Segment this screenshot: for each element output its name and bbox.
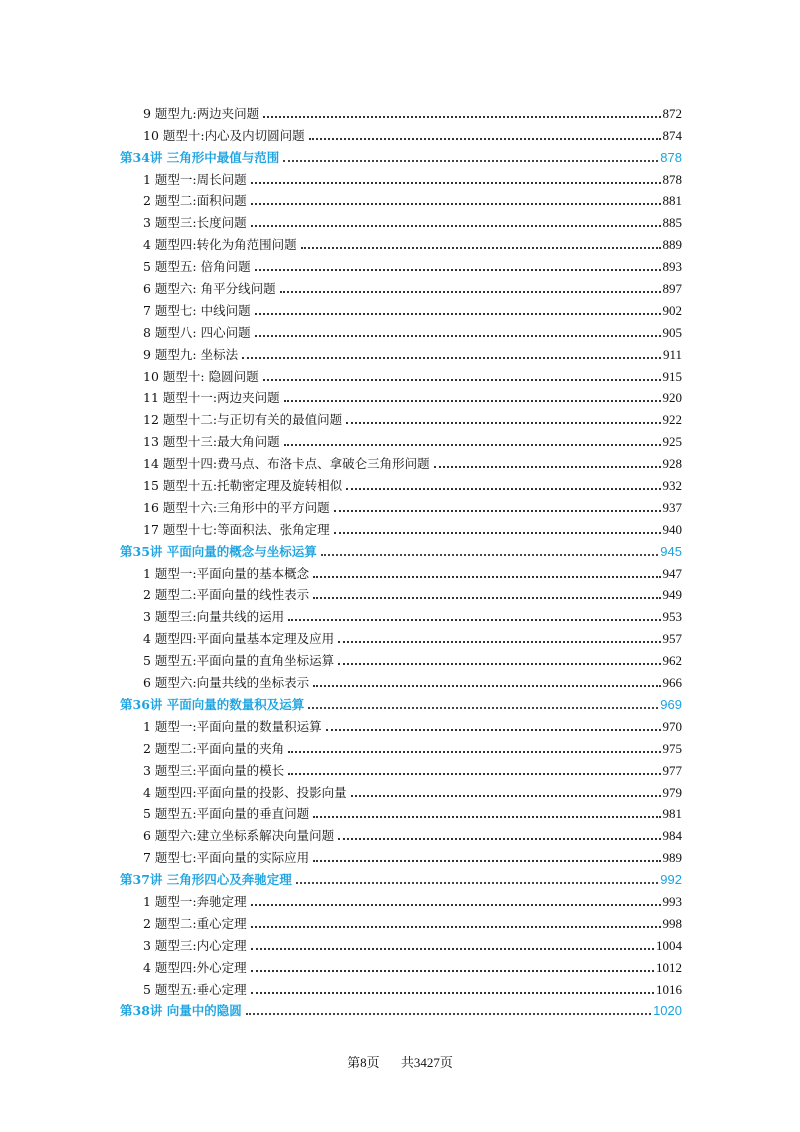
toc-entry[interactable] (120, 560, 682, 582)
dot-leader (288, 619, 660, 621)
toc-entry-page-number: 1012 (656, 959, 682, 975)
toc-entry[interactable] (120, 582, 682, 604)
dot-leader (251, 926, 661, 928)
toc-entry[interactable] (120, 385, 682, 407)
toc-entry[interactable] (120, 428, 682, 450)
toc-entry-page-number: 970 (662, 718, 682, 734)
page-number: 第8页 (347, 1055, 380, 1070)
toc-entry-page-number: 947 (662, 565, 682, 581)
dot-leader (251, 970, 654, 972)
toc-entry-title: 3 题型三:内心定理 (143, 937, 247, 953)
toc-entry-page-number: 953 (662, 609, 682, 625)
toc-entry[interactable] (120, 253, 682, 275)
toc-entry-title: 12 题型十二:与正切有关的最值问题 (143, 412, 343, 428)
dot-leader (283, 160, 658, 162)
toc-entry[interactable] (120, 713, 682, 735)
toc-entry-page-number: 920 (662, 390, 682, 406)
toc-entry-title: 1 题型一:平面向量的基本概念 (143, 565, 310, 581)
toc-entry-page-number: 878 (660, 149, 682, 165)
toc-entry[interactable] (120, 516, 682, 538)
toc-entry-title: 第36讲 平面向量的数量积及运算 (120, 696, 305, 712)
toc-chapter-entry[interactable] (120, 866, 682, 888)
dot-leader (334, 532, 661, 534)
dot-leader (313, 816, 660, 818)
toc-entry-title: 1 题型一:平面向量的数量积运算 (143, 718, 322, 734)
toc-entry-page-number: 981 (662, 806, 682, 822)
dot-leader (284, 444, 661, 446)
toc-entry-title: 4 题型四:外心定理 (143, 959, 247, 975)
toc-entry-page-number: 979 (662, 784, 682, 800)
dot-leader (321, 554, 659, 556)
dot-leader (313, 597, 660, 599)
toc-entry-page-number: 922 (662, 412, 682, 428)
dot-leader (351, 795, 661, 797)
toc-entry[interactable] (120, 472, 682, 494)
toc-chapter-entry[interactable] (120, 691, 682, 713)
toc-entry-title: 17 题型十七:等面积法、张角定理 (143, 521, 330, 537)
toc-entry-title: 6 题型六:建立坐标系解决向量问题 (143, 828, 335, 844)
toc-entry-title: 6 题型六:向量共线的坐标表示 (143, 675, 310, 691)
toc-entry[interactable] (120, 209, 682, 231)
toc-entry-page-number: 889 (662, 237, 682, 253)
toc-entry-title: 8 题型八: 四心问题 (143, 324, 251, 340)
toc-entry-title: 16 题型十六:三角形中的平方问题 (143, 499, 330, 515)
toc-entry-page-number: 902 (662, 302, 682, 318)
dot-leader (301, 247, 661, 249)
toc-entry-page-number: 992 (660, 872, 682, 888)
toc-entry-title: 3 题型三:平面向量的模长 (143, 762, 285, 778)
dot-leader (288, 751, 660, 753)
toc-entry[interactable] (120, 757, 682, 779)
dot-leader (326, 729, 661, 731)
dot-leader (251, 182, 661, 184)
toc-entry-page-number: 878 (662, 171, 682, 187)
toc-entry-page-number: 993 (662, 893, 682, 909)
toc-entry[interactable] (120, 910, 682, 932)
toc-entry[interactable] (120, 406, 682, 428)
dot-leader (251, 904, 661, 906)
dot-leader (255, 335, 661, 337)
toc-entry[interactable] (120, 954, 682, 976)
toc-entry-title: 7 题型七: 中线问题 (143, 302, 251, 318)
toc-chapter-entry[interactable] (120, 144, 682, 166)
toc-entry-page-number: 1016 (656, 981, 682, 997)
toc-entry-title: 10 题型十: 隐圆问题 (143, 368, 259, 384)
toc-entry-title: 2 题型二:平面向量的夹角 (143, 740, 285, 756)
toc-chapter-entry[interactable] (120, 998, 682, 1020)
table-of-contents (120, 100, 682, 1019)
toc-entry-page-number: 885 (662, 215, 682, 231)
toc-entry[interactable] (120, 341, 682, 363)
toc-entry-page-number: 937 (662, 499, 682, 515)
toc-entry-title: 3 题型三:向量共线的运用 (143, 609, 285, 625)
toc-entry-page-number: 893 (662, 259, 682, 275)
toc-entry-page-number: 872 (662, 105, 682, 121)
toc-entry[interactable] (120, 625, 682, 647)
toc-entry-title: 5 题型五:平面向量的直角坐标运算 (143, 653, 335, 669)
dot-leader (334, 510, 661, 512)
toc-entry-page-number: 1020 (653, 1003, 682, 1019)
toc-entry-page-number: 874 (662, 127, 682, 143)
dot-leader (263, 379, 661, 381)
toc-entry-title: 第37讲 三角形四心及奔驰定理 (120, 872, 292, 888)
toc-entry-page-number: 957 (662, 631, 682, 647)
dot-leader (338, 663, 660, 665)
toc-entry[interactable] (120, 603, 682, 625)
dot-leader (288, 773, 660, 775)
dot-leader (251, 225, 661, 227)
dot-leader (313, 860, 660, 862)
toc-entry-title: 11 题型十一:两边夹问题 (143, 390, 280, 406)
toc-entry[interactable] (120, 822, 682, 844)
dot-leader (280, 291, 661, 293)
toc-entry[interactable] (120, 319, 682, 341)
toc-entry-title: 3 题型三:长度问题 (143, 215, 247, 231)
dot-leader (346, 488, 660, 490)
toc-entry[interactable] (120, 231, 682, 253)
dot-leader (338, 641, 660, 643)
dot-leader (255, 313, 661, 315)
toc-entry[interactable] (120, 450, 682, 472)
toc-entry-title: 1 题型一:奔驰定理 (143, 893, 247, 909)
toc-entry-page-number: 975 (662, 740, 682, 756)
toc-entry[interactable] (120, 976, 682, 998)
dot-leader (296, 882, 659, 884)
dot-leader (434, 466, 661, 468)
toc-entry[interactable] (120, 669, 682, 691)
dot-leader (308, 707, 658, 709)
toc-entry-title: 第34讲 三角形中最值与范围 (120, 149, 280, 165)
toc-entry-title: 9 题型九:两边夹问题 (143, 105, 260, 121)
toc-entry[interactable] (120, 779, 682, 801)
toc-entry-title: 5 题型五: 倍角问题 (143, 259, 251, 275)
dot-leader (242, 357, 661, 359)
page-footer (0, 1052, 800, 1071)
dot-leader (313, 576, 660, 578)
toc-entry[interactable] (120, 275, 682, 297)
dot-leader (309, 138, 661, 140)
toc-entry-title: 2 题型二:重心定理 (143, 915, 247, 931)
toc-entry[interactable] (120, 647, 682, 669)
toc-entry-title: 4 题型四:转化为角范围问题 (143, 237, 297, 253)
dot-leader (255, 269, 661, 271)
toc-entry-title: 2 题型二:面积问题 (143, 193, 247, 209)
toc-entry-page-number: 984 (662, 828, 682, 844)
dot-leader (246, 1013, 651, 1015)
toc-entry-title: 15 题型十五:托勒密定理及旋转相似 (143, 478, 343, 494)
toc-chapter-entry[interactable] (120, 538, 682, 560)
toc-entry-title: 1 题型一:周长问题 (143, 171, 247, 187)
dot-leader (338, 838, 660, 840)
toc-entry-page-number: 905 (662, 324, 682, 340)
toc-entry-page-number: 928 (662, 456, 682, 472)
toc-entry-title: 第35讲 平面向量的概念与坐标运算 (120, 543, 317, 559)
toc-entry[interactable] (120, 494, 682, 516)
toc-entry-page-number: 998 (662, 915, 682, 931)
toc-entry-page-number: 989 (662, 850, 682, 866)
toc-entry[interactable] (120, 363, 682, 385)
toc-entry-title: 6 题型六: 角平分线问题 (143, 281, 276, 297)
toc-entry-title: 2 题型二:平面向量的线性表示 (143, 587, 310, 603)
toc-entry-title: 13 题型十三:最大角问题 (143, 434, 280, 450)
dot-leader (284, 400, 661, 402)
dot-leader (263, 116, 660, 118)
toc-entry-page-number: 1004 (656, 937, 682, 953)
toc-entry[interactable] (120, 122, 682, 144)
toc-entry-page-number: 932 (662, 478, 682, 494)
dot-leader (251, 203, 661, 205)
toc-entry-page-number: 966 (662, 675, 682, 691)
toc-entry-page-number: 940 (662, 521, 682, 537)
dot-leader (313, 685, 660, 687)
toc-entry-title: 7 题型七:平面向量的实际应用 (143, 850, 310, 866)
toc-entry-page-number: 945 (660, 543, 682, 559)
dot-leader (251, 948, 654, 950)
toc-entry[interactable] (120, 297, 682, 319)
toc-entry-title: 5 题型五:平面向量的垂直问题 (143, 806, 310, 822)
toc-entry-title: 14 题型十四:费马点、布洛卡点、拿破仑三角形问题 (143, 456, 430, 472)
toc-entry-page-number: 962 (662, 653, 682, 669)
toc-entry-page-number: 897 (662, 281, 682, 297)
toc-entry[interactable] (120, 932, 682, 954)
toc-entry[interactable] (120, 166, 682, 188)
toc-entry-title: 9 题型九: 坐标法 (143, 346, 239, 362)
toc-entry-title: 4 题型四:平面向量的投影、投影向量 (143, 784, 347, 800)
toc-entry[interactable] (120, 801, 682, 823)
dot-leader (346, 422, 660, 424)
dot-leader (251, 992, 654, 994)
toc-entry[interactable] (120, 100, 682, 122)
toc-entry[interactable] (120, 735, 682, 757)
toc-entry-title: 第38讲 向量中的隐圆 (120, 1003, 242, 1019)
toc-entry-page-number: 915 (662, 368, 682, 384)
toc-entry-title: 4 题型四:平面向量基本定理及应用 (143, 631, 335, 647)
toc-entry-title: 5 题型五:垂心定理 (143, 981, 247, 997)
toc-entry[interactable] (120, 844, 682, 866)
toc-entry-title: 10 题型十:内心及内切圆问题 (143, 127, 305, 143)
toc-entry-page-number: 925 (662, 434, 682, 450)
total-pages: 共3427页 (400, 1055, 453, 1070)
toc-entry-page-number: 911 (662, 346, 682, 362)
toc-entry-page-number: 969 (660, 696, 682, 712)
toc-entry-page-number: 949 (662, 587, 682, 603)
toc-entry-page-number: 977 (662, 762, 682, 778)
toc-entry[interactable] (120, 188, 682, 210)
toc-entry-page-number: 881 (662, 193, 682, 209)
toc-entry[interactable] (120, 888, 682, 910)
